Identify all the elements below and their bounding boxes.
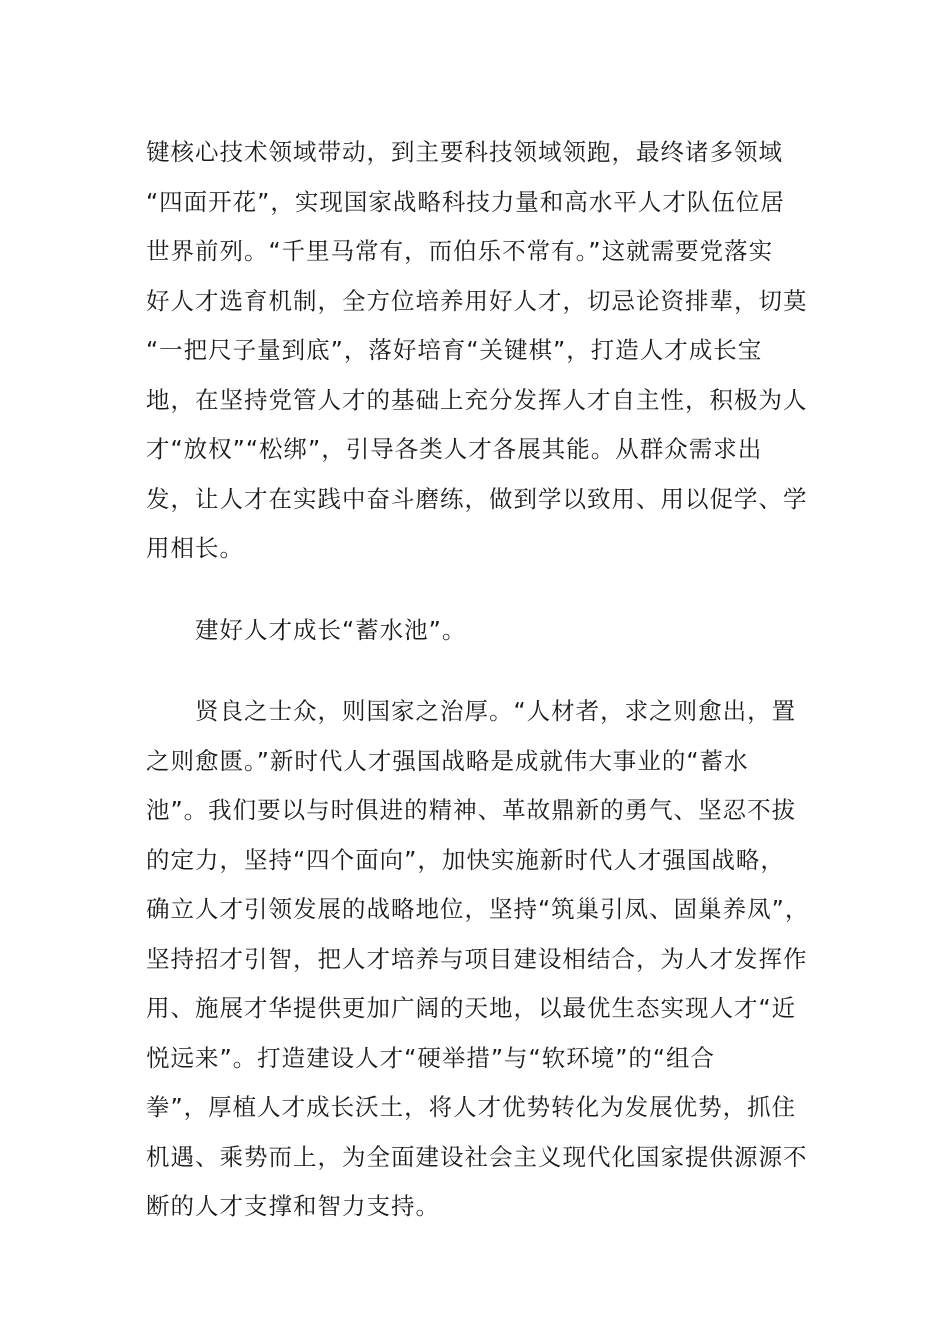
- paragraph: [146, 687, 810, 1232]
- text-line: 世界前列。“千里马常有，而伯乐不常有。”这就需要党落实: [146, 237, 774, 265]
- paragraph-spacer: [146, 574, 806, 606]
- text-line: 键核心技术领域带动，到主要科技领域领跑，最终诸多领域: [146, 138, 783, 166]
- text-line: 发，让人才在实践中奋斗磨练，做到学以致用、用以促学、学: [146, 484, 808, 513]
- text-line: 的定力，坚持“四个面向”，加快实施新时代人才强国战略，: [146, 845, 785, 874]
- text-line: 才“放权”“松绑”，引导各类人才各展其能。从群众需求出: [146, 435, 763, 463]
- text-line: 贤良之士众，则国家之治厚。“人材者，求之则愈出，置: [146, 697, 797, 725]
- section-heading: [146, 606, 806, 656]
- paragraph-spacer: [146, 655, 806, 687]
- text-line: 悦远来”。打造建设人才“硬举措”与“软环境”的“组合: [146, 1043, 716, 1072]
- text-line: “一把尺子量到底”，落好培育“关键棋”，打造人才成长宝: [146, 336, 763, 364]
- text-line: 坚持招才引智，把人才培养与项目建设相结合，为人才发挥作: [146, 944, 808, 973]
- text-line: 之则愈匮。”新时代人才强国战略是成就伟大事业的“蓄水: [146, 746, 749, 775]
- text-line: 建好人才成长“蓄水池”。: [146, 615, 467, 644]
- text-line: 用相长。: [146, 534, 244, 562]
- text-line: 机遇、乘势而上，为全面建设社会主义现代化国家提供源源不: [146, 1142, 808, 1171]
- text-line: 断的人才支撑和智力支持。: [146, 1192, 440, 1220]
- paragraph: [146, 128, 806, 574]
- text-line: 好人才选育机制，全方位培养用好人才，切忌论资排辈，切莫: [146, 286, 808, 315]
- text-line: 地，在坚持党管人才的基础上充分发挥人才自主性，积极为人: [146, 385, 808, 414]
- text-line: 用、施展才华提供更加广阔的天地，以最优生态实现人才“近: [146, 994, 797, 1022]
- text-line: 确立人才引领发展的战略地位，坚持“筑巢引凤、固巢养凤”，: [146, 895, 810, 923]
- document-body: [146, 128, 810, 1232]
- text-line: 拳”，厚植人才成长沃土，将人才优势转化为发展优势，抓住: [146, 1093, 797, 1121]
- text-line: “四面开花”，实现国家战略科技力量和高水平人才队伍位居: [146, 187, 785, 216]
- text-line: 池”。我们要以与时俱进的精神、革故鼎新的勇气、坚忍不拔: [146, 796, 797, 824]
